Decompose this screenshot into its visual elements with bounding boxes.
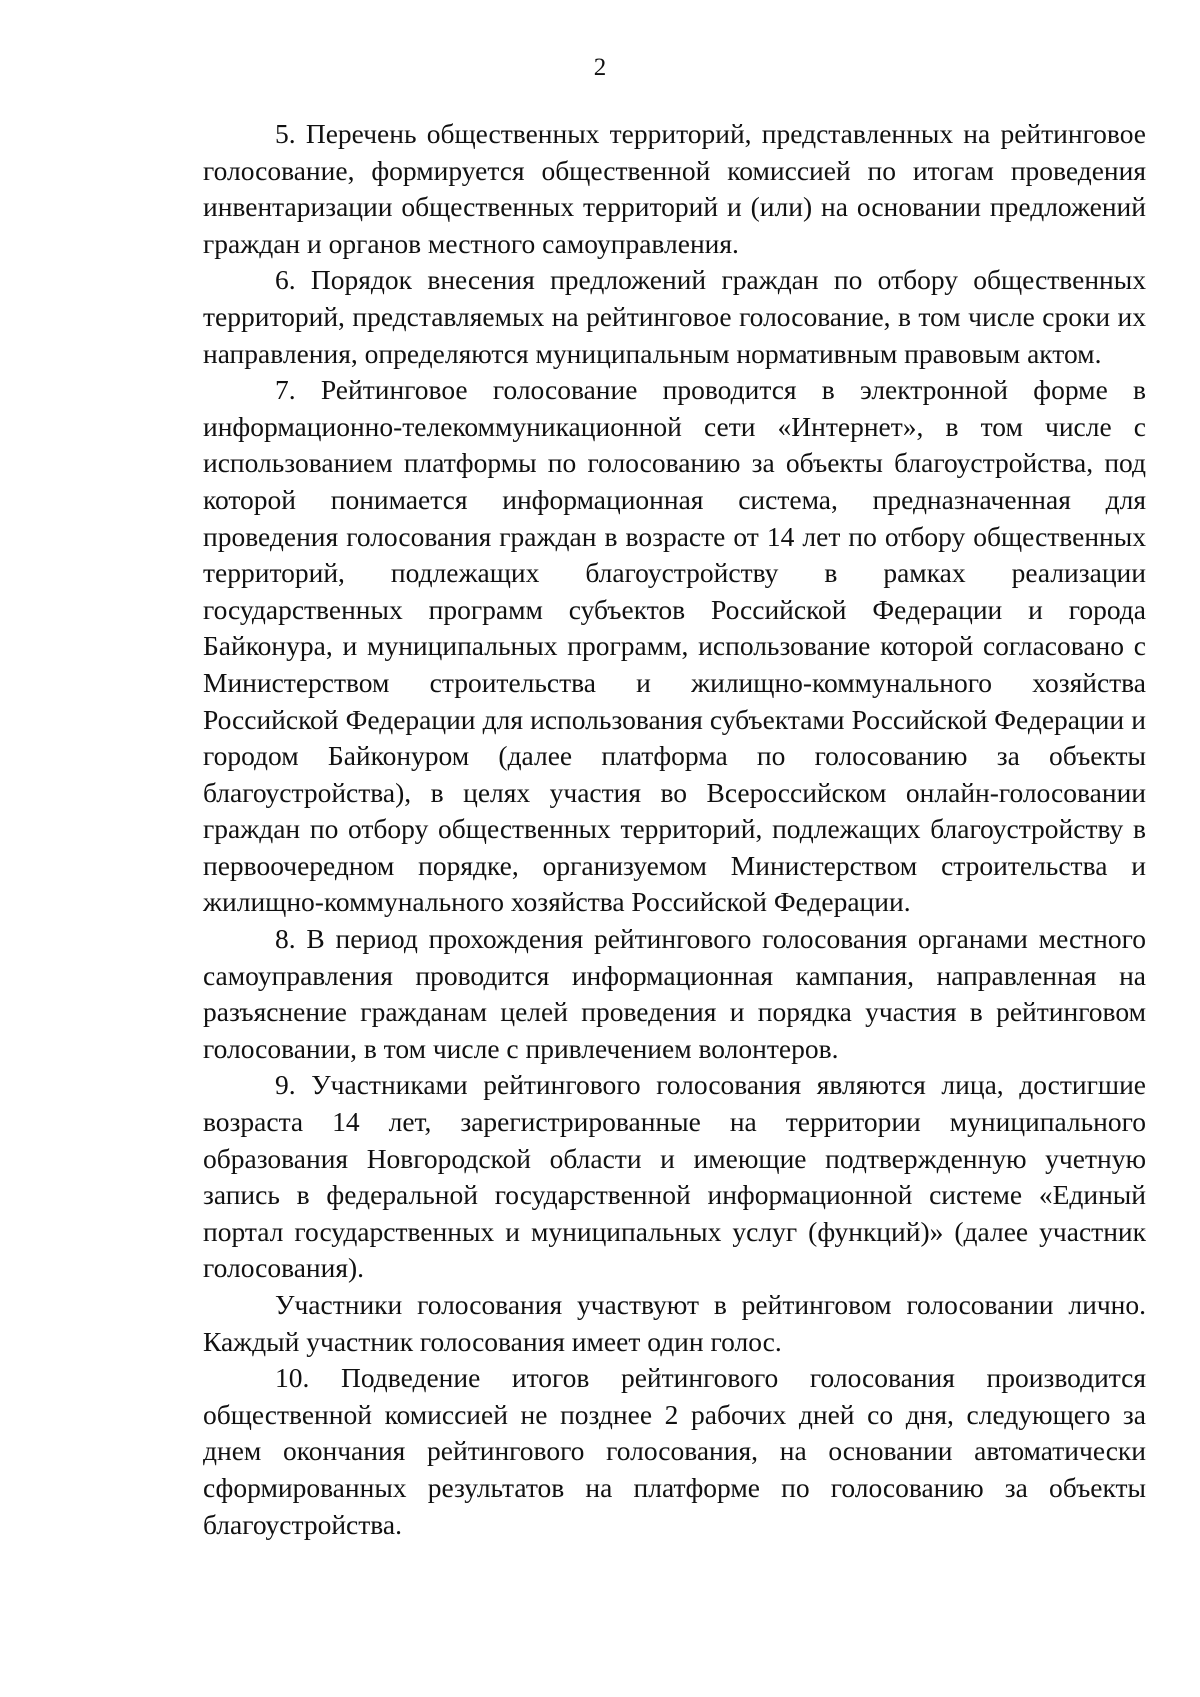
paragraph-5: 5. Перечень общественных территорий, представленных на рейтинговое голосование, формируется общественной комиссией по итогам проведения инвентаризации общественных территорий и (или) на основании предложений граждан и органов местного самоуправления. xyxy=(203,118,1146,259)
paragraph-6: 6. Порядок внесения предложений граждан по отбору общественных территорий, представляемых на рейтинговое голосование, в том числе сроки их направления, определяются муниципальным нормативным правовым актом. xyxy=(203,264,1146,369)
paragraph-7: 7. Рейтинговое голосование проводится в электронной форме в информационно-телекоммуникационной сети «Интернет», в том числе с использованием платформы по голосованию за объекты благоустройства, под которой понимается информационная система, предназначенная для проведения голосования граждан в возрасте от 14 лет по отбору общественных территорий, подлежащих благоустройству в рамках реализации государственных программ субъектов Российской Федерации и города Байконура, и муниципальных программ, использование которой согласовано с Министерством строительства и жилищно-коммунального хозяйства Российской Федерации для использования субъектами Российской Федерации и городом Байконуром (далее платформа по голосованию за объекты благоустройства), в целях участия во Всероссийском онлайн-голосовании граждан по отбору общественных территорий, подлежащих благоустройству в первоочередном порядке, организуемом Министерством строительства и жилищно-коммунального хозяйства Российской Федерации. xyxy=(203,374,1146,918)
paragraph-10: 10. Подведение итогов рейтингового голосования производится общественной комиссией не позднее 2 рабочих дней со дня, следующего за днем окончания рейтингового голосования, на основании автоматически сформированных результатов на платформе по голосованию за объекты благоустройства. xyxy=(203,1362,1146,1540)
page-number: 2 xyxy=(593,54,607,81)
document-body xyxy=(203,116,1146,1543)
paragraph-9: 9. Участниками рейтингового голосования являются лица, достигшие возраста 14 лет, зарегистрированные на территории муниципального образования Новгородской области и имеющие подтвержденную учетную запись в федеральной государственной информационной системе «Единый портал государственных и муниципальных услуг (функций)» (далее участник голосования). xyxy=(203,1069,1146,1284)
paragraph-9-continued: Участники голосования участвуют в рейтинговом голосовании лично. Каждый участник голосования имеет один голос. xyxy=(203,1289,1146,1357)
paragraph-8: 8. В период прохождения рейтингового голосования органами местного самоуправления проводится информационная кампания, направленная на разъяснение гражданам целей проведения и порядка участия в рейтинговом голосовании, в том числе с привлечением волонтеров. xyxy=(203,923,1146,1064)
